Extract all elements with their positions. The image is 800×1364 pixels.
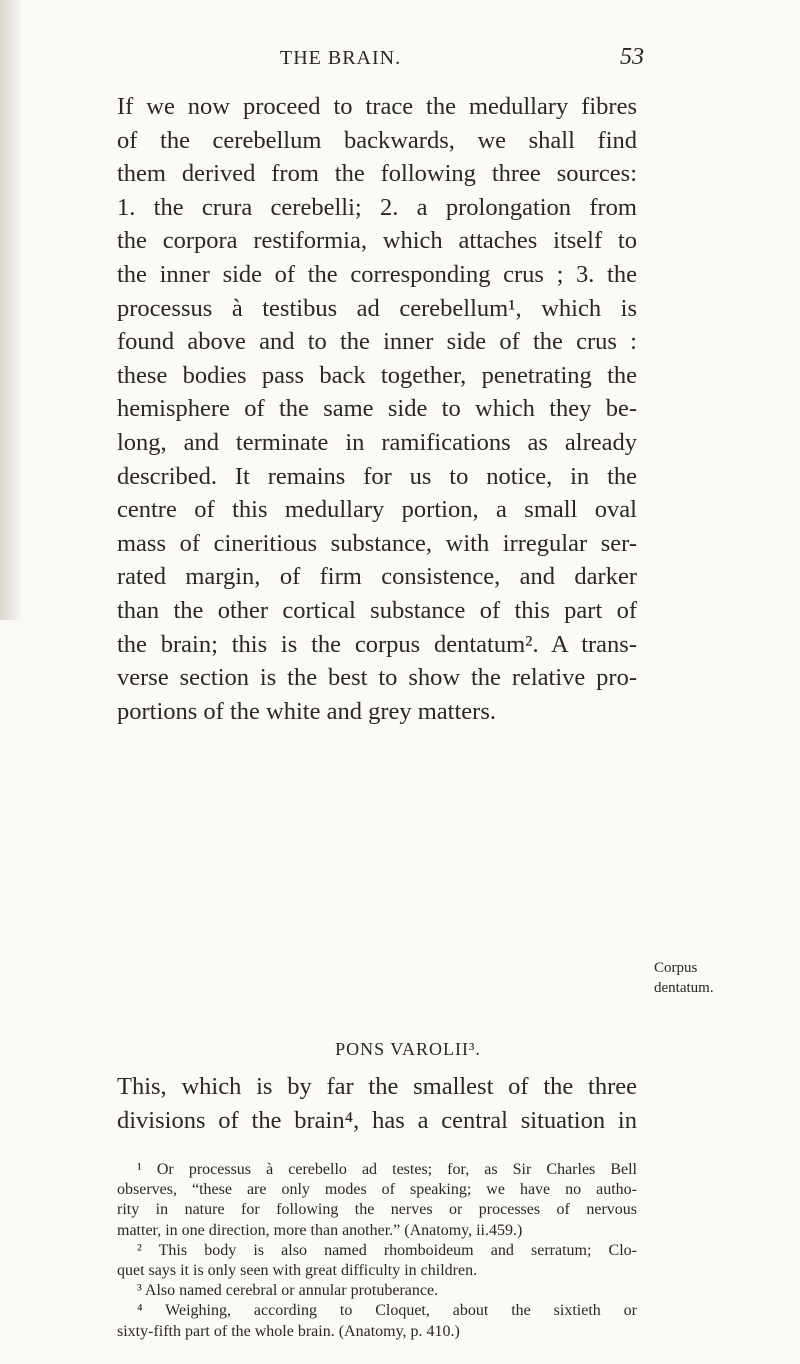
text-line: portions of the white and grey matters. (117, 697, 496, 725)
text-line: This, which is by far the smallest of the three (117, 1073, 637, 1100)
footnote-1-line: ¹ Or processus à cerebello ad testes; for, as Sir Charles Bell (137, 1161, 637, 1178)
text-line: described. It remains for us to notice, in the (117, 462, 637, 490)
footnote-1-line: observes, “these are only modes of speaking; we have no autho- (117, 1181, 637, 1199)
text-line: of the cerebellum backwards, we shall find (117, 126, 637, 154)
text-line: processus à testibus ad cerebellum¹, which is (117, 294, 637, 322)
text-line: verse section is the best to show the relative pro- (117, 664, 637, 692)
text-line: If we now proceed to trace the medullary fibres (117, 93, 637, 120)
text-line: them derived from the following three sources: (117, 160, 637, 188)
running-head: THE BRAIN. (280, 47, 402, 69)
text-line: mass of cineritious substance, with irregular ser- (117, 529, 637, 557)
paragraph-medullary-fibres (117, 90, 637, 728)
paragraph-pons-varolii (117, 1070, 637, 1137)
text-line: the corpora restiformia, which attaches itself to (117, 227, 637, 255)
footnote-2-line: quet says it is only seen with great difficulty in children. (117, 1261, 478, 1279)
margin-note-line: dentatum. (654, 980, 714, 996)
footnote-2-line: ² This body is also named rhomboideum and serratum; Clo- (137, 1241, 637, 1259)
margin-note-line: Corpus (654, 960, 698, 976)
footnote-4-line: ⁴ Weighing, according to Cloquet, about the sixtieth or (137, 1302, 637, 1320)
text-line: rated margin, of firm consistence, and darker (117, 563, 637, 591)
text-line: hemisphere of the same side to which they be- (117, 395, 637, 423)
footnote-4-line: sixty-fifth part of the whole brain. (Anatomy, p. 410.) (117, 1322, 460, 1340)
page-gutter-shadow (0, 0, 22, 620)
footnote-1-line: rity in nature for following the nerves or processes of nervous (117, 1201, 637, 1219)
footnotes (117, 1160, 637, 1342)
text-line: long, and terminate in ramifications as already (117, 428, 637, 456)
text-line: the brain; this is the corpus dentatum². A trans- (117, 630, 637, 658)
text-line: 1. the crura cerebelli; 2. a prolongation from (117, 193, 637, 221)
page-number: 53 (620, 44, 644, 70)
footnote-1-line: matter, in one direction, more than another.” (Anatomy, ii.459.) (117, 1221, 523, 1239)
footnote-3-line: ³ Also named cerebral or annular protuberance. (137, 1282, 439, 1300)
text-line: the inner side of the corresponding crus ; 3. the (117, 260, 637, 288)
text-line: found above and to the inner side of the crus : (117, 328, 637, 356)
text-line: than the other cortical substance of this part of (117, 596, 637, 624)
margin-note-corpus-dentatum (654, 958, 714, 998)
text-line: centre of this medullary portion, a small oval (117, 496, 637, 524)
text-line: these bodies pass back together, penetrating the (117, 361, 637, 389)
section-heading-pons-varolii: PONS VAROLII³. (335, 1039, 481, 1059)
text-line: divisions of the brain⁴, has a central situation in (117, 1106, 637, 1134)
